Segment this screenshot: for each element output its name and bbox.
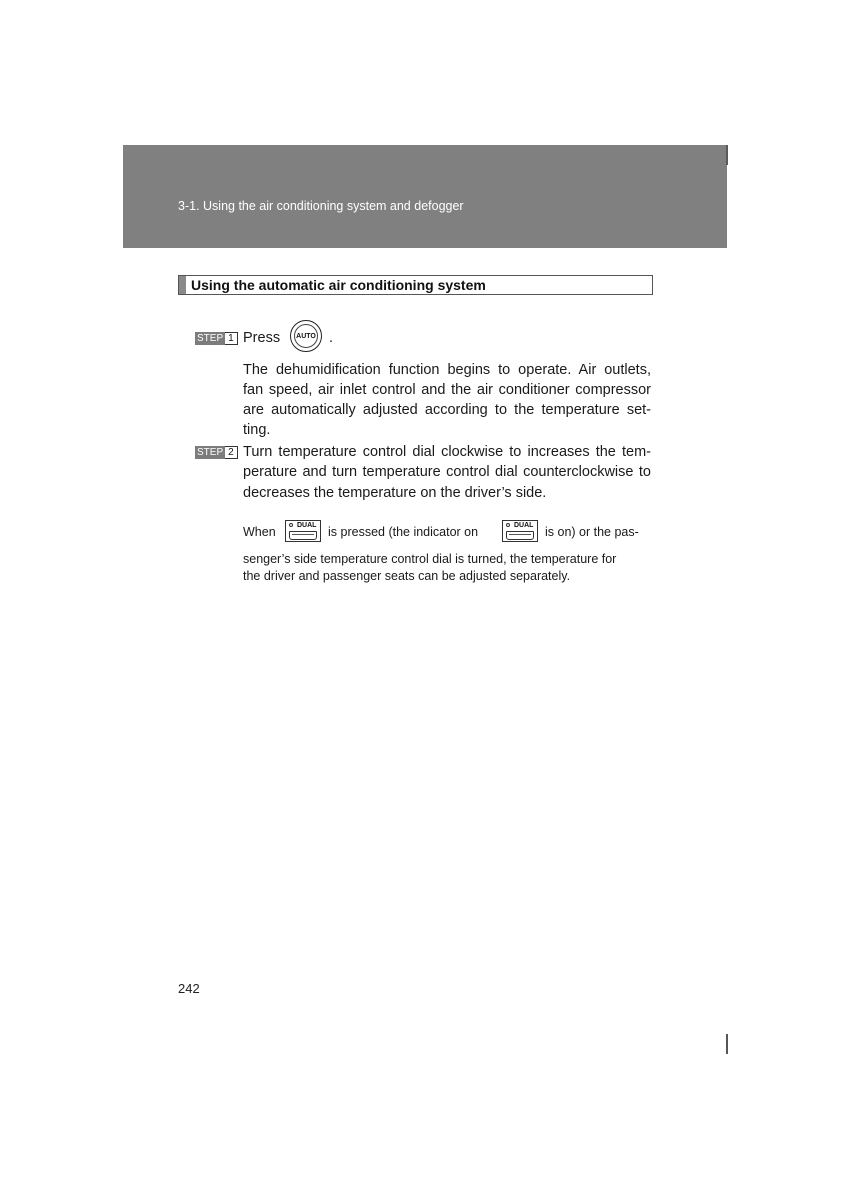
step-1-desc-line-3: are automatically adjusted according to the temperature set- (243, 402, 651, 418)
step-2-line-2: perature and turn temperature control dial counterclockwise to (243, 464, 651, 480)
step-label: STEP (197, 447, 224, 458)
auto-button-label: AUTO (296, 332, 316, 340)
note-is-on-text: is on) or the pas- (545, 525, 639, 539)
page-number: 242 (178, 981, 200, 996)
dual-indicator-icon (506, 523, 510, 527)
section-title-bar (179, 276, 186, 294)
breadcrumb: 3-1. Using the air conditioning system and defogger (178, 199, 464, 213)
section-title-box (178, 275, 653, 295)
header-band (123, 145, 727, 248)
note-pressed-text: is pressed (the indicator on (328, 525, 479, 539)
step-2-line-1: Turn temperature control dial clockwise to increases the tem- (243, 444, 651, 460)
dual-button-icon (285, 520, 321, 542)
edge-tick (726, 1034, 728, 1054)
step-1-desc-line-1: The dehumidification function begins to operate. Air outlets, (243, 362, 651, 378)
step-label: STEP (197, 333, 224, 344)
step-1-badge (195, 332, 238, 345)
auto-button-icon (290, 320, 322, 352)
dual-button-label: DUAL (297, 522, 317, 529)
step-2-badge (195, 446, 238, 459)
header-edge-tick (726, 145, 728, 165)
step-number: 2 (225, 446, 238, 459)
step-1-desc-line-2: fan speed, air inlet control and the air conditioner compressor (243, 382, 651, 398)
step-1-period: . (329, 330, 334, 346)
step-1-desc-line-4: ting. (243, 422, 271, 438)
step-1-press-text: Press (243, 330, 281, 346)
step-number: 1 (225, 332, 238, 345)
dual-button-label: DUAL (514, 522, 534, 529)
note-line-3: the driver and passenger seats can be adjusted separately. (243, 569, 571, 583)
dual-button-icon (502, 520, 538, 542)
note-line-2: senger’s side temperature control dial is turned, the temperature for (243, 552, 617, 566)
step-2-line-3: decreases the temperature on the driver’s side. (243, 485, 547, 501)
dual-indicator-icon (289, 523, 293, 527)
section-title: Using the automatic air conditioning system (191, 277, 486, 293)
note-when: When (243, 525, 276, 539)
